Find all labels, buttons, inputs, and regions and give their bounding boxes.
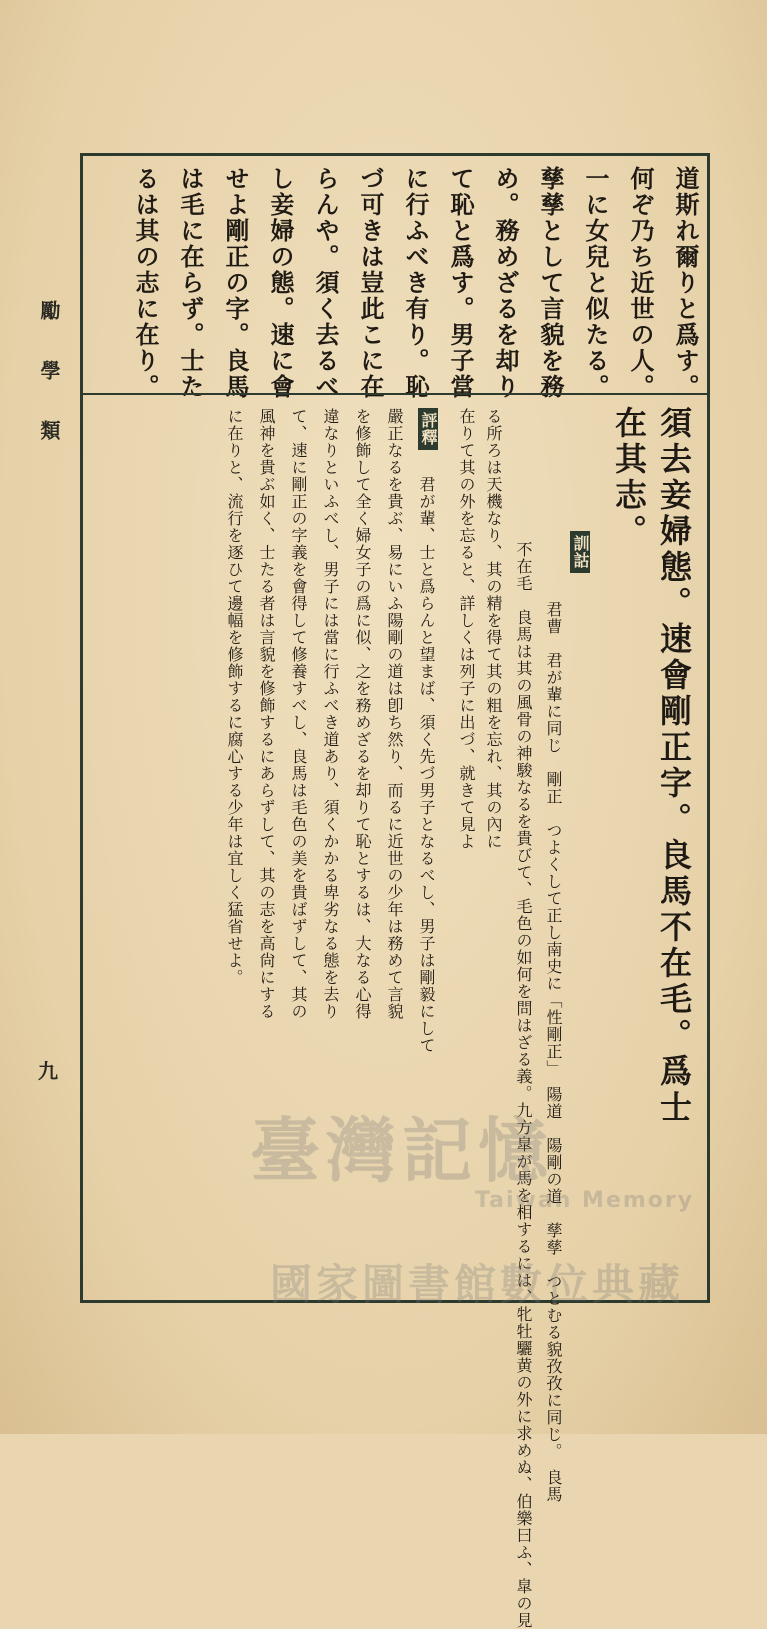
upper-column: 何ぞ乃ち近世の人。 bbox=[626, 166, 655, 400]
kunko-column: 在りて其の外を忘ると、詳しくは列子に出づ、就きて見よ bbox=[457, 408, 476, 850]
upper-column: らんや。須く去るべ bbox=[311, 166, 340, 400]
upper-column: て恥と爲す。男子當 bbox=[446, 166, 475, 400]
upper-column: は毛に在らず。士た bbox=[176, 166, 205, 400]
hyoshaku-column: に在りと、流行を逐ひて邊幅を修飾するに腐心する少年は宜しく猛省せよ。 bbox=[225, 408, 244, 986]
upper-column: め。務めざるを却り bbox=[491, 166, 520, 400]
upper-column: 孳孳として言貌を務 bbox=[536, 166, 565, 400]
kunko-column: 君曹 君が輩に同じ 剛正 つよくして正し南史に「性剛正」 陽道 陽剛の道 孳孳 つとむる貌孜孜に同じ。 良馬 bbox=[544, 601, 563, 1503]
upper-column: 一に女兒と似たる。 bbox=[581, 166, 610, 400]
watermark-logo: 臺灣記憶 bbox=[250, 1110, 554, 1192]
hyoshaku-section bbox=[418, 408, 438, 456]
main-passage-column: 在其志。 bbox=[610, 406, 648, 550]
kunko-column: る所ろは天機なり、其の精を得て其の粗を忘れ、其の內に bbox=[484, 408, 503, 850]
hyoshaku-label: 評釋 bbox=[418, 408, 438, 450]
upper-column: し妾婦の態。速に會 bbox=[266, 166, 295, 400]
chapter-title: 勵學類 bbox=[37, 300, 61, 480]
watermark-library: 國家圖書館數位典藏 bbox=[270, 1260, 685, 1309]
upper-column: るは其の志に在り。 bbox=[131, 166, 160, 400]
hyoshaku-column: を修飾して全く婦女子の爲に似、之を務めざるを却りて恥とするは、大なる心得 bbox=[353, 408, 372, 1020]
section-divider bbox=[83, 393, 707, 395]
hyoshaku-column: 風神を貴ぶ如く、士たる者は言貌を修飾するにあらずして、其の志を高尙にする bbox=[257, 408, 276, 1020]
page-number: 九 bbox=[38, 1059, 58, 1083]
main-passage-column: 須去妾婦態。速會剛正字。良馬不在毛。爲士 bbox=[655, 406, 693, 1126]
hyoshaku-column: 嚴正なるを貴ぶ、易にいふ陽剛の道は卽ち然り、而るに近世の少年は務めて言貌 bbox=[385, 408, 404, 1020]
upper-column: せよ剛正の字。良馬 bbox=[221, 166, 250, 400]
hyoshaku-column: て、速に剛正の字義を會得して修養すべし、良馬は毛色の美を貴ばずして、其の bbox=[289, 408, 308, 1020]
upper-column: づ可きは豈此こに在 bbox=[356, 166, 385, 400]
kunko-column: 不在毛 良馬は其の風骨の神駿なるを貴びて、毛色の如何を問はざる義。九方皐が馬を相するには、牝牡驪黄の外に求めぬ、伯樂曰ふ、皐の見 bbox=[514, 541, 533, 1629]
hyoshaku-column: 君が輩、士と爲らんと望まば、須く先づ男子となるべし、男子は剛毅にして bbox=[417, 476, 436, 1054]
watermark-subtitle: Taiwan Memory bbox=[475, 1188, 695, 1213]
upper-column: に行ふべき有り。恥 bbox=[401, 166, 430, 400]
hyoshaku-column: 違なりといふべし、男子には當に行ふべき道あり、須くかかる卑劣なる態を去り bbox=[321, 408, 340, 1020]
kunko-label: 訓詁 bbox=[570, 531, 590, 573]
kunko-section bbox=[570, 531, 590, 579]
upper-column: 道斯れ爾りと爲す。 bbox=[671, 166, 700, 400]
